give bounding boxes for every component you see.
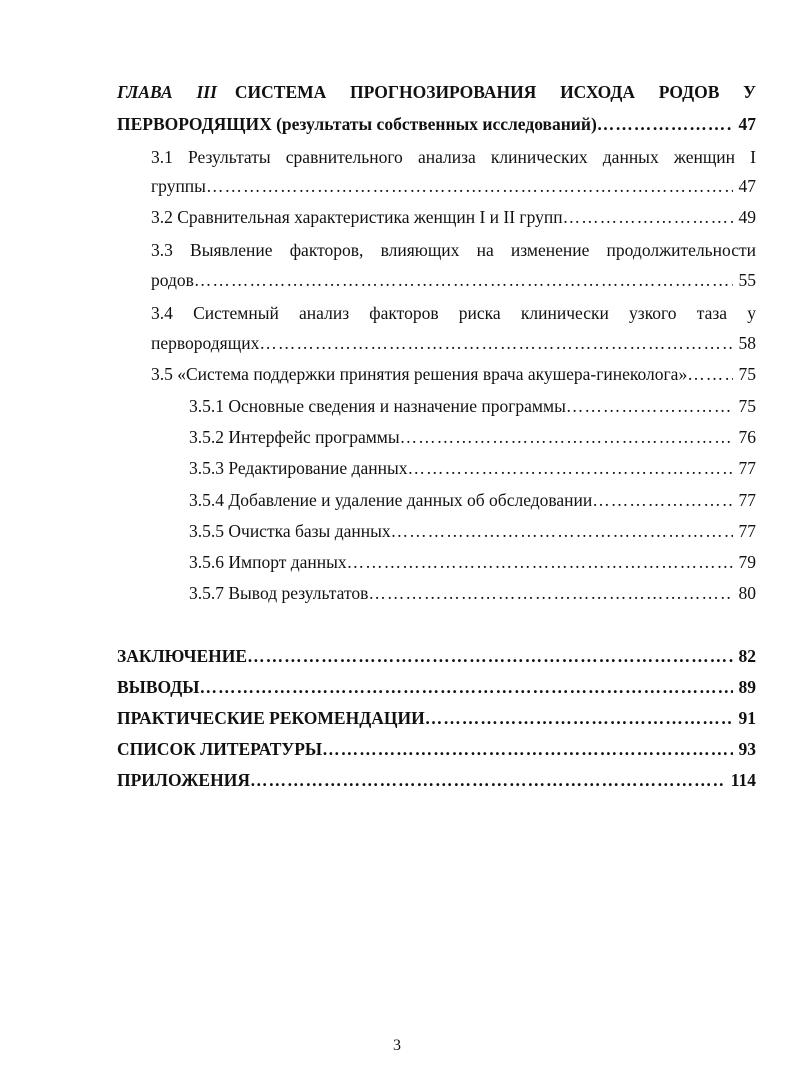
leader-dots bbox=[206, 176, 733, 197]
leader-dots bbox=[200, 677, 733, 698]
toc-page: 47 bbox=[738, 114, 756, 134]
toc-label: 3.5.5 Очистка базы данных bbox=[189, 521, 391, 541]
chapter-title-text: СИСТЕМА ПРОГНОЗИРОВАНИЯ ИСХОДА РОДОВ У bbox=[234, 82, 757, 102]
toc-entry-recommendations[interactable] bbox=[117, 708, 756, 736]
toc-label: 3.5.2 Интерфейс программы bbox=[189, 427, 400, 447]
toc-label: 3.5.6 Импорт данных bbox=[189, 552, 347, 572]
leader-dots bbox=[250, 770, 725, 791]
toc-page: 80 bbox=[738, 583, 756, 603]
toc-entry-3-5-3[interactable] bbox=[189, 458, 756, 486]
leader-dots bbox=[407, 458, 732, 479]
toc-page: 76 bbox=[738, 427, 756, 447]
leader-dots bbox=[259, 333, 732, 354]
page-number: 3 bbox=[393, 1037, 401, 1054]
leader-dots bbox=[687, 364, 732, 385]
leader-dots bbox=[566, 396, 733, 417]
toc-entry-3-5-2[interactable] bbox=[189, 427, 756, 455]
toc-entry-3-4-line1: 3.4 Системный анализ факторов риска клинически узкого таза у bbox=[151, 303, 756, 323]
toc-page: 77 bbox=[738, 521, 756, 541]
leader-dots bbox=[391, 521, 733, 542]
toc-page: 58 bbox=[738, 333, 756, 353]
toc-page: 91 bbox=[738, 708, 756, 728]
toc-entry-3-5-7[interactable] bbox=[189, 583, 756, 611]
toc-page: 49 bbox=[738, 207, 756, 227]
toc-page: 114 bbox=[730, 770, 756, 790]
toc-entry-3-5-6[interactable] bbox=[189, 552, 756, 580]
chapter-title-line1 bbox=[117, 82, 756, 103]
leader-dots bbox=[368, 583, 732, 604]
toc-entry-3-1[interactable] bbox=[151, 176, 756, 204]
toc-label: родов bbox=[151, 270, 194, 290]
toc-label: 3.5.7 Вывод результатов bbox=[189, 583, 369, 603]
leader-dots bbox=[322, 739, 732, 760]
toc-entry-3-5-1[interactable] bbox=[189, 396, 756, 424]
toc-label: СПИСОК ЛИТЕРАТУРЫ bbox=[117, 739, 323, 759]
toc-page: 77 bbox=[738, 490, 756, 510]
toc-entry-3-5[interactable] bbox=[151, 364, 756, 392]
toc-label: ВЫВОДЫ bbox=[117, 677, 200, 697]
toc-label: 3.5.3 Редактирование данных bbox=[189, 458, 408, 478]
toc-entry-3-4[interactable] bbox=[151, 333, 756, 361]
toc-entry-references[interactable] bbox=[117, 739, 756, 767]
toc-label: 3.2 Сравнительная характеристика женщин I и II групп bbox=[151, 207, 563, 227]
toc-entry-conclusions[interactable] bbox=[117, 677, 756, 705]
leader-dots bbox=[592, 490, 732, 511]
toc-entry-3-3[interactable] bbox=[151, 270, 756, 298]
toc-page: 93 bbox=[738, 739, 756, 759]
toc-label: ЗАКЛЮЧЕНИЕ bbox=[117, 646, 248, 666]
toc-label: 3.5.4 Добавление и удаление данных об обследовании bbox=[189, 490, 593, 510]
toc-entry-3-5-5[interactable] bbox=[189, 521, 756, 549]
leader-dots bbox=[563, 207, 733, 228]
leader-dots bbox=[400, 427, 733, 448]
leader-dots bbox=[597, 114, 733, 135]
leader-dots bbox=[247, 646, 732, 667]
toc-label: ПРИЛОЖЕНИЯ bbox=[117, 770, 250, 790]
toc-page: 79 bbox=[738, 552, 756, 572]
toc-label: 3.5 «Система поддержки принятия решения врача акушера-гинеколога» bbox=[151, 364, 688, 384]
toc-page: 82 bbox=[738, 646, 756, 666]
toc-label: первородящих bbox=[151, 333, 260, 353]
toc-entry-3-1-line1: 3.1 Результаты сравнительного анализа клинических данных женщин I bbox=[151, 147, 756, 167]
chapter-prefix: ГЛАВА III bbox=[117, 82, 217, 102]
toc-page: 89 bbox=[738, 677, 756, 697]
leader-dots bbox=[425, 708, 733, 729]
toc-entry-3-3-line1: 3.3 Выявление факторов, влияющих на изменение продолжительности bbox=[151, 240, 756, 260]
toc-entry-chapter[interactable] bbox=[117, 114, 756, 142]
toc-label: группы bbox=[151, 176, 206, 196]
toc-page: 55 bbox=[738, 270, 756, 290]
toc-entry-3-5-4[interactable] bbox=[189, 490, 756, 518]
toc-label: ПРАКТИЧЕСКИЕ РЕКОМЕНДАЦИИ bbox=[117, 708, 425, 728]
toc-page: 75 bbox=[738, 364, 756, 384]
toc-page: 75 bbox=[738, 396, 756, 416]
toc-label: ПЕРВОРОДЯЩИХ (результаты собственных исследований) bbox=[117, 114, 597, 134]
leader-dots bbox=[194, 270, 733, 291]
toc-entry-3-2[interactable] bbox=[151, 207, 756, 235]
toc-page: 47 bbox=[738, 176, 756, 196]
leader-dots bbox=[347, 552, 733, 573]
toc-label: 3.5.1 Основные сведения и назначение программы bbox=[189, 396, 566, 416]
toc-page: 77 bbox=[738, 458, 756, 478]
toc-entry-appendices[interactable] bbox=[117, 770, 756, 798]
toc-entry-conclusion[interactable] bbox=[117, 646, 756, 674]
